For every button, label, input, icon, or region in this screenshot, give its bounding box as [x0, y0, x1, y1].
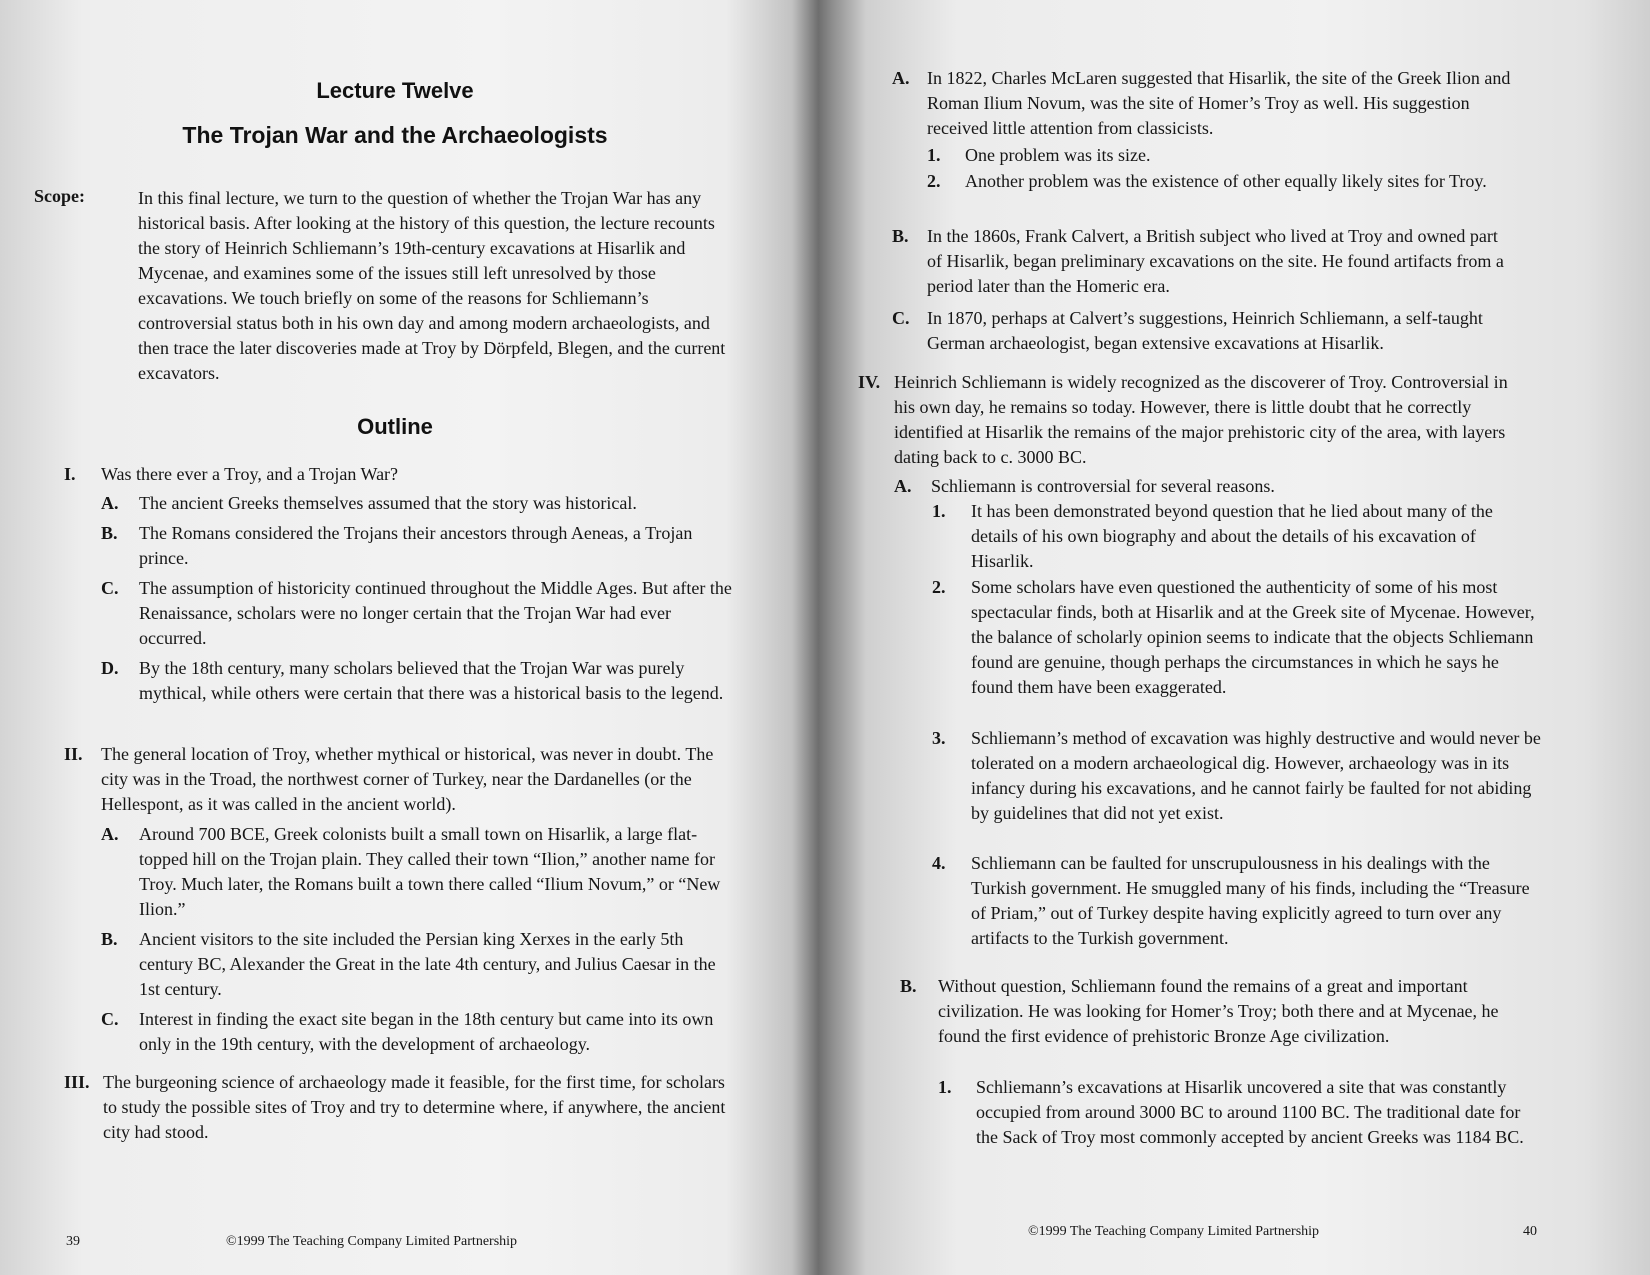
- section-number: IV.: [858, 372, 881, 392]
- item-label: C.: [892, 308, 910, 328]
- section-text: Heinrich Schliemann is widely recognized as the discoverer of Troy. Controversial in his own day, he remains so today. However, there is little doubt that he correctly identified at Hisarlik the remains of the major prehistoric city of the area, with layers dating back to c. 3000 BC.: [894, 372, 1508, 467]
- item-text: Around 700 BCE, Greek colonists built a small town on Hisarlik, a large flat-topped hill on the Trojan plain. They called their town “Ilion,” another name for Troy. Much later, the Romans built a town there called “Ilium Novum,” or “New Ilion.”: [139, 824, 721, 919]
- item-text: Ancient visitors to the site included the Persian king Xerxes in the early 5th century BC, Alexander the Great in the late 4th century, and Julius Caesar in the 1st century.: [139, 929, 716, 999]
- item-label: A.: [892, 68, 910, 88]
- page-number: 39: [66, 1234, 80, 1249]
- subitem-text: Schliemann can be faulted for unscrupulousness in his dealings with the Turkish government. He smuggled many of his finds, including the “Treasure of Priam,” out of Turkey despite having explicitly agreed to turn over any artifacts to the Turkish government.: [971, 853, 1530, 948]
- subitem-label: 2.: [927, 171, 941, 191]
- item-label: B.: [101, 523, 118, 543]
- subitem-label: 1.: [938, 1077, 952, 1097]
- item-text: Without question, Schliemann found the remains of a great and important civilization. He was looking for Homer’s Troy; both there and at Mycenae, he found the first evidence of prehistoric Bronze Age civilization.: [938, 976, 1499, 1046]
- section-number: II.: [64, 744, 83, 764]
- subitem-text: Schliemann’s method of excavation was highly destructive and would never be tolerated on a modern archaeological dig. However, archaeology was in its infancy during his excavations, and he cannot fairly be faulted for not abiding by guidelines that did not yet exist.: [971, 728, 1541, 823]
- page-footer: ©1999 The Teaching Company Limited Partnership: [226, 1234, 518, 1249]
- outline-heading: Outline: [357, 414, 433, 439]
- section-number: III.: [64, 1072, 90, 1092]
- item-label: B.: [892, 226, 909, 246]
- subitem-label: 1.: [932, 501, 946, 521]
- subitem-text: Some scholars have even questioned the authenticity of some of his most spectacular finds, both at Hisarlik and at the Greek site of Mycenae. However, the balance of scholarly opinion seems to indicate that the objects Schliemann found are genuine, though perhaps the circumstances in which he says he found them have been exaggerated.: [971, 577, 1535, 697]
- lecture-subtitle: The Trojan War and the Archaeologists: [182, 122, 608, 148]
- scope-label: Scope:: [34, 186, 85, 206]
- item-text: By the 18th century, many scholars believed that the Trojan War was purely mythical, while others were certain that there was a historical basis to the legend.: [139, 658, 724, 703]
- section-number: I.: [64, 464, 76, 484]
- page-number: 40: [1523, 1224, 1537, 1239]
- page-footer: ©1999 The Teaching Company Limited Partnership: [1028, 1224, 1320, 1239]
- item-label: D.: [101, 658, 119, 678]
- item-label: A.: [101, 493, 119, 513]
- item-label: A.: [894, 476, 912, 496]
- right-page: [830, 0, 1650, 1275]
- item-label: C.: [101, 578, 119, 598]
- section-text: The burgeoning science of archaeology made it feasible, for the first time, for scholars to study the possible sites of Troy and try to determine where, if anywhere, the ancient city had stood.: [103, 1072, 726, 1142]
- subitem-label: 4.: [932, 853, 946, 873]
- scope-text: In this final lecture, we turn to the question of whether the Trojan War has any historical basis. After looking at the history of this question, the lecture recounts the story of Heinrich Schliemann’s 19th-century excavations at Hisarlik and Mycenae, and examines some of the issues still left unresolved by those excavations. We touch briefly on some of the reasons for Schliemann’s controversial status both in his own day and among modern archaeologists, and then trace the later discoveries made at Troy by Dörpfeld, Blegen, and the current excavators.: [138, 188, 726, 383]
- left-page: [0, 0, 790, 1275]
- subitem-label: 3.: [932, 728, 946, 748]
- subitem-text: Another problem was the existence of other equally likely sites for Troy.: [965, 171, 1487, 191]
- subitem-label: 2.: [932, 577, 946, 597]
- item-text: The ancient Greeks themselves assumed that the story was historical.: [139, 493, 637, 513]
- section-text: Was there ever a Troy, and a Trojan War?: [101, 464, 399, 484]
- item-label: A.: [101, 824, 119, 844]
- item-text: In 1822, Charles McLaren suggested that Hisarlik, the site of the Greek Ilion and Roman Ilium Novum, was the site of Homer’s Troy as well. His suggestion received little attention from classicists.: [927, 68, 1511, 138]
- subitem-text: One problem was its size.: [965, 145, 1151, 165]
- item-text: The Romans considered the Trojans their ancestors through Aeneas, a Trojan prince.: [139, 523, 693, 568]
- item-text: The assumption of historicity continued throughout the Middle Ages. But after the Renaissance, scholars were no longer certain that the Trojan War had ever occurred.: [139, 578, 732, 648]
- item-text: In the 1860s, Frank Calvert, a British subject who lived at Troy and owned part of Hisarlik, began preliminary excavations on the site. He found artifacts from a period later than the Homeric era.: [927, 226, 1504, 296]
- subitem-label: 1.: [927, 145, 941, 165]
- subitem-text: It has been demonstrated beyond question that he lied about many of the details of his own biography and about the details of his excavation of Hisarlik.: [971, 501, 1493, 571]
- item-label: C.: [101, 1009, 119, 1029]
- lecture-title: Lecture Twelve: [316, 78, 474, 103]
- item-text: In 1870, perhaps at Calvert’s suggestions, Heinrich Schliemann, a self-taught German archaeologist, began extensive excavations at Hisarlik.: [927, 308, 1483, 353]
- item-text: Interest in finding the exact site began in the 18th century but came into its own only in the 19th century, with the development of archaeology.: [139, 1009, 714, 1054]
- item-label: B.: [900, 976, 917, 996]
- item-label: B.: [101, 929, 118, 949]
- section-text: The general location of Troy, whether mythical or historical, was never in doubt. The city was in the Troad, the northwest corner of Turkey, near the Dardanelles (or the Hellespont, as it was called in the ancient world).: [101, 744, 714, 814]
- item-text: Schliemann is controversial for several reasons.: [931, 476, 1275, 496]
- subitem-text: Schliemann’s excavations at Hisarlik uncovered a site that was constantly occupied from around 3000 BC to around 1100 BC. The traditional date for the Sack of Troy most commonly accepted by ancient Greeks was 1184 BC.: [976, 1077, 1524, 1147]
